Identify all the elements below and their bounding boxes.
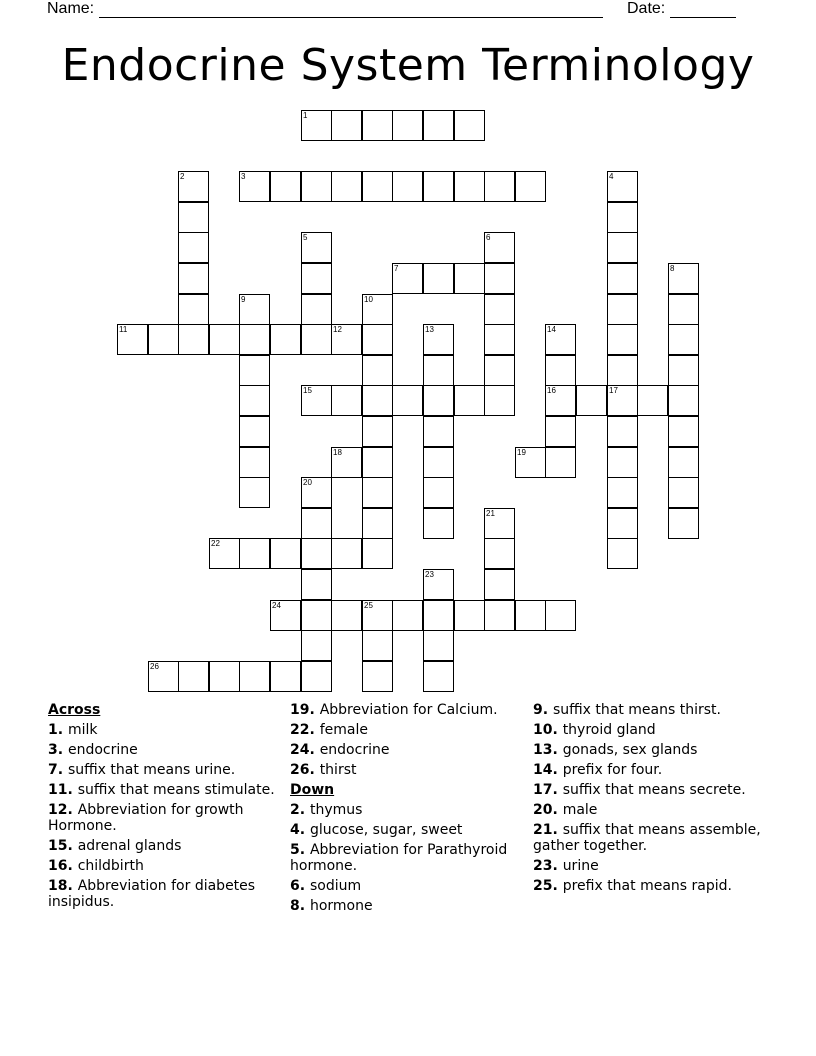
clue-number: 4 — [609, 172, 614, 181]
clue-column-3 — [533, 702, 773, 898]
grid-cell[interactable] — [545, 416, 576, 447]
grid-cell[interactable] — [484, 324, 515, 355]
grid-cell[interactable] — [239, 171, 270, 202]
clue-item-number: 23 — [533, 858, 553, 874]
grid-cell[interactable] — [178, 324, 209, 355]
clue-number: 14 — [547, 325, 556, 334]
grid-cell[interactable] — [423, 630, 454, 661]
clue-number: 20 — [303, 478, 312, 487]
grid-cell[interactable] — [239, 477, 270, 508]
clue-number: 24 — [272, 601, 281, 610]
clue-number: 23 — [425, 570, 434, 579]
clue-column-2 — [290, 702, 520, 918]
grid-cell[interactable] — [301, 263, 332, 294]
grid-cell[interactable] — [607, 263, 638, 294]
grid-cell[interactable] — [607, 232, 638, 263]
grid-cell[interactable] — [331, 110, 362, 141]
grid-cell[interactable] — [484, 385, 515, 416]
clue-item-text: suffix that means urine. — [67, 762, 236, 778]
clue-number: 16 — [547, 386, 556, 395]
grid-cell[interactable] — [392, 110, 423, 141]
clue-item-number: 25 — [533, 878, 553, 894]
clue-number: 25 — [364, 601, 373, 610]
clue-item-text: suffix that means assemble, gather together. — [533, 822, 761, 854]
grid-cell[interactable] — [239, 447, 270, 478]
clue-number: 10 — [364, 295, 373, 304]
clue-item: 17. suffix that means secrete. — [533, 782, 746, 798]
clue-item: 3. endocrine — [48, 742, 138, 758]
clue-item: 2. thymus — [290, 802, 363, 818]
grid-cell[interactable] — [484, 538, 515, 569]
grid-cell[interactable] — [362, 294, 393, 325]
grid-cell[interactable] — [545, 324, 576, 355]
grid-cell[interactable] — [454, 110, 485, 141]
clue-item-text: endocrine — [319, 742, 390, 758]
grid-cell[interactable] — [607, 477, 638, 508]
grid-cell[interactable] — [301, 569, 332, 600]
grid-cell[interactable] — [454, 263, 485, 294]
grid-cell[interactable] — [484, 508, 515, 539]
grid-cell[interactable] — [607, 202, 638, 233]
clue-item-number: 14 — [533, 762, 553, 778]
clue-item: 24. endocrine — [290, 742, 390, 758]
grid-cell[interactable] — [515, 600, 546, 631]
clue-item: 18. Abbreviation for diabetes insipidus. — [48, 878, 256, 910]
grid-cell[interactable] — [362, 661, 393, 692]
clue-item-number: 24 — [290, 742, 310, 758]
grid-cell[interactable] — [423, 569, 454, 600]
grid-cell[interactable] — [239, 385, 270, 416]
clue-item-number: 19 — [290, 702, 310, 718]
grid-cell[interactable] — [392, 263, 423, 294]
grid-cell[interactable] — [362, 355, 393, 386]
clue-item: 14. prefix for four. — [533, 762, 663, 778]
grid-cell[interactable] — [668, 447, 699, 478]
grid-cell[interactable] — [362, 538, 393, 569]
grid-cell[interactable] — [607, 171, 638, 202]
clue-number: 2 — [180, 172, 185, 181]
clue-item-text: gonads, sex glands — [562, 742, 698, 758]
grid-cell[interactable] — [301, 630, 332, 661]
clue-item-number: 1 — [48, 722, 58, 738]
grid-cell[interactable] — [607, 324, 638, 355]
grid-cell[interactable] — [668, 263, 699, 294]
clue-item-text: prefix for four. — [562, 762, 663, 778]
clue-item-number: 22 — [290, 722, 310, 738]
grid-cell[interactable] — [454, 385, 485, 416]
grid-cell[interactable] — [301, 508, 332, 539]
date-label: Date: — [627, 0, 666, 17]
grid-cell[interactable] — [392, 385, 423, 416]
clue-item-number: 13 — [533, 742, 553, 758]
clue-item-number: 10 — [533, 722, 553, 738]
clue-item: 25. prefix that means rapid. — [533, 878, 732, 894]
clue-item-number: 9 — [533, 702, 543, 718]
clue-number: 6 — [486, 233, 491, 242]
grid-cell[interactable] — [484, 355, 515, 386]
clue-number: 5 — [303, 233, 308, 242]
clue-item-number: 3 — [48, 742, 58, 758]
grid-cell[interactable] — [668, 385, 699, 416]
grid-cell[interactable] — [545, 355, 576, 386]
clue-item-text: urine — [562, 858, 599, 874]
grid-cell[interactable] — [607, 355, 638, 386]
grid-cell[interactable] — [239, 661, 270, 692]
clue-item: 21. suffix that means assemble, gather together. — [533, 822, 761, 854]
grid-cell[interactable] — [423, 110, 454, 141]
grid-cell[interactable] — [423, 171, 454, 202]
clue-item: 5. Abbreviation for Parathyroid hormone. — [290, 842, 508, 874]
grid-cell[interactable] — [607, 294, 638, 325]
clue-item-text: sodium — [309, 878, 362, 894]
grid-cell[interactable] — [239, 416, 270, 447]
grid-cell[interactable] — [270, 600, 301, 631]
grid-cell[interactable] — [545, 600, 576, 631]
grid-cell[interactable] — [484, 263, 515, 294]
grid-cell[interactable] — [423, 263, 454, 294]
grid-cell[interactable] — [301, 600, 332, 631]
grid-cell[interactable] — [423, 416, 454, 447]
grid-cell[interactable] — [392, 600, 423, 631]
grid-cell[interactable] — [454, 600, 485, 631]
clue-item: 9. suffix that means thirst. — [533, 702, 721, 718]
clue-section-heading: Down — [290, 782, 335, 798]
clue-number: 12 — [333, 325, 342, 334]
grid-cell[interactable] — [637, 385, 668, 416]
grid-cell[interactable] — [209, 661, 240, 692]
grid-cell[interactable] — [301, 661, 332, 692]
clue-number: 15 — [303, 386, 312, 395]
grid-cell[interactable] — [423, 477, 454, 508]
clue-item: 15. adrenal glands — [48, 838, 182, 854]
clue-item-number: 11 — [48, 782, 68, 798]
clue-item-number: 5 — [290, 842, 300, 858]
clue-item: 11. suffix that means stimulate. — [48, 782, 275, 798]
grid-cell[interactable] — [270, 661, 301, 692]
clue-item-text: thyroid gland — [562, 722, 656, 738]
grid-cell[interactable] — [484, 171, 515, 202]
grid-cell[interactable] — [607, 447, 638, 478]
clue-number: 17 — [609, 386, 618, 395]
clue-number: 26 — [150, 662, 159, 671]
grid-cell[interactable] — [301, 538, 332, 569]
name-label: Name: — [47, 0, 95, 17]
clue-item-text: suffix that means thirst. — [552, 702, 721, 718]
grid-cell[interactable] — [607, 416, 638, 447]
grid-cell[interactable] — [331, 324, 362, 355]
grid-cell[interactable] — [301, 232, 332, 263]
grid-cell[interactable] — [423, 661, 454, 692]
grid-cell[interactable] — [301, 324, 332, 355]
clue-number: 11 — [119, 325, 128, 334]
grid-cell[interactable] — [484, 600, 515, 631]
grid-cell[interactable] — [178, 294, 209, 325]
page-title: Endocrine System Terminology — [61, 40, 755, 91]
grid-cell[interactable] — [576, 385, 607, 416]
grid-cell[interactable] — [239, 355, 270, 386]
clue-item: 23. urine — [533, 858, 599, 874]
grid-cell[interactable] — [668, 416, 699, 447]
grid-cell[interactable] — [607, 508, 638, 539]
grid-cell[interactable] — [362, 447, 393, 478]
grid-cell[interactable] — [148, 661, 179, 692]
clue-item: 13. gonads, sex glands — [533, 742, 698, 758]
clue-item: 26. thirst — [290, 762, 357, 778]
grid-cell[interactable] — [423, 355, 454, 386]
clue-item-number: 6 — [290, 878, 300, 894]
clue-item-number: 7 — [48, 762, 58, 778]
clue-item-text: milk — [67, 722, 98, 738]
grid-cell[interactable] — [454, 171, 485, 202]
grid-cell[interactable] — [423, 508, 454, 539]
clue-item-text: prefix that means rapid. — [562, 878, 732, 894]
clue-number: 8 — [670, 264, 675, 273]
clue-item-number: 2 — [290, 802, 300, 818]
clue-item: 6. sodium — [290, 878, 362, 894]
grid-cell[interactable] — [331, 385, 362, 416]
grid-cell[interactable] — [362, 477, 393, 508]
clue-item-number: 12 — [48, 802, 68, 818]
clue-item-text: thirst — [319, 762, 357, 778]
grid-cell[interactable] — [362, 385, 393, 416]
grid-cell[interactable] — [362, 324, 393, 355]
grid-cell[interactable] — [545, 447, 576, 478]
clue-item-number: 15 — [48, 838, 68, 854]
grid-cell[interactable] — [668, 355, 699, 386]
clue-number: 3 — [241, 172, 246, 181]
grid-cell[interactable] — [178, 202, 209, 233]
grid-cell[interactable] — [301, 385, 332, 416]
grid-cell[interactable] — [515, 171, 546, 202]
grid-cell[interactable] — [239, 538, 270, 569]
grid-cell[interactable] — [668, 477, 699, 508]
grid-cell[interactable] — [270, 171, 301, 202]
grid-cell[interactable] — [301, 477, 332, 508]
grid-cell[interactable] — [484, 569, 515, 600]
clue-item-number: 21 — [533, 822, 553, 838]
clue-item-text: suffix that means secrete. — [562, 782, 746, 798]
grid-cell[interactable] — [668, 294, 699, 325]
grid-cell[interactable] — [423, 447, 454, 478]
grid-cell[interactable] — [362, 508, 393, 539]
clue-item-number: 17 — [533, 782, 553, 798]
grid-cell[interactable] — [301, 171, 332, 202]
clue-item-number: 8 — [290, 898, 300, 914]
clue-item: 8. hormone — [290, 898, 373, 914]
clue-number: 22 — [211, 539, 220, 548]
clue-item: 20. male — [533, 802, 598, 818]
grid-cell[interactable] — [331, 447, 362, 478]
clue-item-text: thymus — [309, 802, 363, 818]
clue-item-text: hormone — [309, 898, 373, 914]
grid-cell[interactable] — [178, 661, 209, 692]
grid-cell[interactable] — [209, 538, 240, 569]
clue-number: 18 — [333, 448, 342, 457]
clue-item-text: male — [562, 802, 598, 818]
clue-item: 19. Abbreviation for Calcium. — [290, 702, 498, 718]
grid-cell[interactable] — [362, 630, 393, 661]
grid-cell[interactable] — [362, 416, 393, 447]
grid-cell[interactable] — [301, 294, 332, 325]
clue-item-number: 26 — [290, 762, 310, 778]
grid-cell[interactable] — [270, 324, 301, 355]
grid-cell[interactable] — [148, 324, 179, 355]
clue-item-text: adrenal glands — [77, 838, 182, 854]
grid-cell[interactable] — [668, 508, 699, 539]
clue-number: 7 — [394, 264, 399, 273]
grid-cell[interactable] — [423, 600, 454, 631]
clue-item-text: Abbreviation for growth Hormone. — [48, 802, 244, 834]
clue-number: 9 — [241, 295, 246, 304]
grid-cell[interactable] — [362, 600, 393, 631]
grid-cell[interactable] — [301, 110, 332, 141]
grid-cell[interactable] — [239, 324, 270, 355]
grid-cell[interactable] — [331, 538, 362, 569]
clue-item-number: 18 — [48, 878, 68, 894]
grid-cell[interactable] — [545, 385, 576, 416]
clue-item: 7. suffix that means urine. — [48, 762, 236, 778]
clue-item-text: Abbreviation for Parathyroid hormone. — [290, 842, 508, 874]
grid-cell[interactable] — [270, 538, 301, 569]
grid-cell[interactable] — [178, 232, 209, 263]
clue-item: 12. Abbreviation for growth Hormone. — [48, 802, 244, 834]
clue-item: 10. thyroid gland — [533, 722, 656, 738]
clue-item-number: 4 — [290, 822, 300, 838]
clue-item-text: Abbreviation for diabetes insipidus. — [48, 878, 256, 910]
grid-cell[interactable] — [331, 171, 362, 202]
grid-cell[interactable] — [239, 294, 270, 325]
clue-item-number: 16 — [48, 858, 68, 874]
grid-cell[interactable] — [178, 263, 209, 294]
clue-item-text: glucose, sugar, sweet — [309, 822, 463, 838]
clue-item: 4. glucose, sugar, sweet — [290, 822, 463, 838]
clue-number: 1 — [303, 111, 308, 120]
grid-cell[interactable] — [117, 324, 148, 355]
grid-cell[interactable] — [423, 385, 454, 416]
grid-cell[interactable] — [423, 324, 454, 355]
grid-cell[interactable] — [607, 538, 638, 569]
grid-cell[interactable] — [178, 171, 209, 202]
clue-column-1 — [48, 702, 283, 914]
clue-number: 13 — [425, 325, 434, 334]
grid-cell[interactable] — [607, 385, 638, 416]
clue-section-heading: Across — [48, 702, 101, 718]
grid-cell[interactable] — [668, 324, 699, 355]
clue-item-text: Abbreviation for Calcium. — [319, 702, 498, 718]
clue-item: 16. childbirth — [48, 858, 144, 874]
clue-item: 22. female — [290, 722, 368, 738]
clue-item-text: suffix that means stimulate. — [77, 782, 275, 798]
grid-cell[interactable] — [484, 294, 515, 325]
clue-item-text: endocrine — [67, 742, 138, 758]
grid-cell[interactable] — [362, 171, 393, 202]
grid-cell[interactable] — [484, 232, 515, 263]
grid-cell[interactable] — [362, 110, 393, 141]
clue-item: 1. milk — [48, 722, 98, 738]
clue-number: 21 — [486, 509, 495, 518]
grid-cell[interactable] — [392, 171, 423, 202]
clue-item-number: 20 — [533, 802, 553, 818]
clue-number: 19 — [517, 448, 526, 457]
clue-item-text: female — [319, 722, 368, 738]
grid-cell[interactable] — [331, 600, 362, 631]
clue-item-text: childbirth — [77, 858, 144, 874]
grid-cell[interactable] — [515, 447, 546, 478]
grid-cell[interactable] — [209, 324, 240, 355]
